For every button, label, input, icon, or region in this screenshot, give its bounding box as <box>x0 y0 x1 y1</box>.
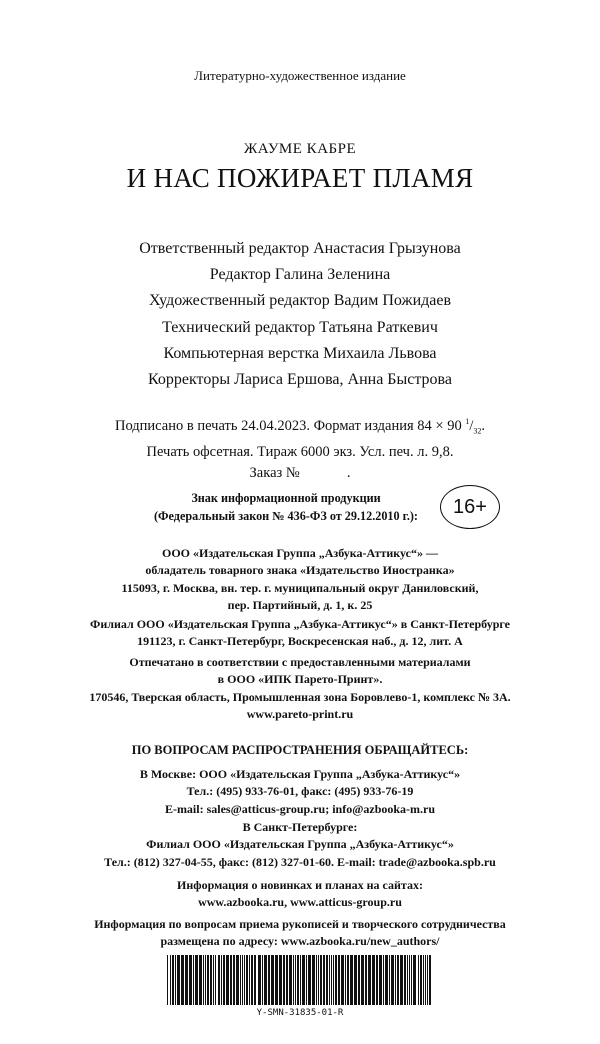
publisher-line: ООО «Издательская Группа „Азбука-Аттикус“» — <box>161 546 438 560</box>
barcode-bar <box>312 955 315 1005</box>
age-rating-badge: 16+ <box>440 485 500 529</box>
barcode-bar <box>368 955 371 1005</box>
manuscripts-line: размещена по адресу: www.azbooka.ru/new_authors/ <box>160 934 440 949</box>
credits-list <box>0 236 600 393</box>
barcode-bar <box>331 955 332 1005</box>
barcode-bar <box>195 955 198 1005</box>
credit-line: Ответственный редактор Анастасия Грызунова <box>139 240 461 257</box>
barcode-bar <box>258 955 261 1005</box>
barcode-bar <box>411 955 412 1005</box>
barcode-bar <box>286 955 288 1005</box>
barcode-bar <box>236 955 239 1005</box>
barcode-bar <box>289 955 292 1005</box>
barcode-graphic <box>165 955 435 1005</box>
barcode-bar <box>170 955 171 1005</box>
publisher-line: обладатель товарного знака «Издательство Иностранка» <box>145 563 455 578</box>
distribution-heading: ПО ВОПРОСАМ РАСПРОСТРАНЕНИЯ ОБРАЩАЙТЕСЬ: <box>131 743 469 757</box>
branch-block <box>0 616 600 651</box>
printer-line: 170546, Тверская область, Промышленная зона Боровлево-1, комплекс № 3А. <box>89 689 511 704</box>
barcode-bar <box>300 955 301 1005</box>
printer-line: www.pareto-print.ru <box>246 706 354 721</box>
barcode-bar <box>279 955 282 1005</box>
barcode-text: Y-SMN-31835-01-R <box>256 1008 344 1018</box>
barcode-bar <box>262 955 263 1005</box>
barcode-bar <box>347 955 349 1005</box>
barcode-bar <box>361 955 364 1005</box>
barcode-bar <box>293 955 294 1005</box>
barcode-bar <box>233 955 235 1005</box>
sites-block <box>0 877 600 912</box>
author-name: ЖАУМЕ КАБРЕ <box>243 141 357 157</box>
barcode-bar <box>400 955 403 1005</box>
barcode-bar <box>306 955 307 1005</box>
barcode-bar <box>379 955 382 1005</box>
barcode-bar <box>283 955 285 1005</box>
barcode-bar <box>242 955 243 1005</box>
barcode-bar <box>268 955 270 1005</box>
barcode-bar <box>429 955 431 1005</box>
barcode-bar <box>308 955 311 1005</box>
barcode-bar <box>254 955 256 1005</box>
barcode-bar <box>230 955 232 1005</box>
barcode-bar <box>213 955 214 1005</box>
spb-line: Тел.: (812) 327-04-55, факс: (812) 327-01-60. E-mail: trade@azbooka.spb.ru <box>104 854 496 869</box>
barcode-bar <box>404 955 406 1005</box>
spb-line: В Санкт-Петербурге: <box>242 820 358 834</box>
barcode-bar <box>177 955 180 1005</box>
barcode-bar <box>226 955 229 1005</box>
barcode-bar <box>318 955 319 1005</box>
barcode-bar <box>365 955 367 1005</box>
barcode-bar <box>329 955 330 1005</box>
barcode-bar <box>302 955 305 1005</box>
barcode-bar <box>397 955 399 1005</box>
moscow-line: E-mail: sales@atticus-group.ru; info@azbooka-m.ru <box>164 801 436 816</box>
print-info-line: Подписано в печать 24.04.2023. Формат издания 84 × 90 $^1/_{32}$. <box>114 417 485 436</box>
barcode-bar <box>372 955 375 1005</box>
barcode <box>165 955 435 1005</box>
barcode-bar <box>413 955 416 1005</box>
publisher-block <box>0 545 600 614</box>
barcode-bar <box>383 955 384 1005</box>
barcode-bar <box>223 955 225 1005</box>
barcode-bar <box>218 955 220 1005</box>
barcode-bar <box>338 955 340 1005</box>
barcode-bar <box>240 955 241 1005</box>
printer-line: Отпечатано в соответствии с предоставленными материалами <box>129 655 471 669</box>
barcode-bar <box>354 955 357 1005</box>
credit-line: Компьютерная верстка Михаила Львова <box>163 344 437 362</box>
barcode-bar <box>249 955 250 1005</box>
print-info <box>0 411 600 484</box>
info-sign-line: Знак информационной продукции <box>191 491 381 505</box>
format-suffix: . <box>481 417 485 434</box>
barcode-bar <box>207 955 209 1005</box>
barcode-bar <box>326 955 328 1005</box>
barcode-bar <box>395 955 396 1005</box>
credit-line: Корректоры Лариса Ершова, Анна Быстрова <box>148 371 452 389</box>
barcode-bar <box>181 955 184 1005</box>
barcode-bar <box>427 955 428 1005</box>
printer-block <box>0 654 600 723</box>
genre-label: Литературно-художественное издание <box>194 68 406 83</box>
format-denominator: 32 <box>473 426 482 436</box>
moscow-line: Тел.: (495) 933-76-01, факс: (495) 933-76-19 <box>186 784 414 799</box>
sites-line: www.azbooka.ru, www.atticus-group.ru <box>198 895 402 910</box>
barcode-bar <box>316 955 317 1005</box>
barcode-bar <box>335 955 337 1005</box>
info-sign-block <box>136 489 436 525</box>
barcode-bar <box>271 955 274 1005</box>
format-text: Подписано в печать 24.04.2023. Формат издания 84 × 90 <box>114 417 466 434</box>
barcode-bar <box>221 955 222 1005</box>
barcode-bar <box>264 955 267 1005</box>
barcode-bar <box>295 955 296 1005</box>
credit-line: Технический редактор Татьяна Раткевич <box>162 318 438 336</box>
barcode-bar <box>333 955 334 1005</box>
manuscripts-line: Информация по вопросам приема рукописей и творческого сотрудничества <box>94 917 506 931</box>
sites-line: Информация о новинках и планах на сайтах: <box>177 878 423 892</box>
barcode-bar <box>391 955 394 1005</box>
info-sign-law: (Федеральный закон № 436-ФЗ от 29.12.2010 г.): <box>154 509 418 523</box>
format-numerator: 1 <box>465 417 470 426</box>
book-title: И НАС ПОЖИРАЕТ ПЛАМЯ <box>126 163 474 193</box>
barcode-bar <box>409 955 410 1005</box>
barcode-bar <box>320 955 322 1005</box>
credit-line: Редактор Галина Зеленина <box>209 266 391 284</box>
barcode-bar <box>418 955 419 1005</box>
barcode-bar <box>407 955 408 1005</box>
barcode-bar <box>345 955 346 1005</box>
barcode-bar <box>210 955 212 1005</box>
printer-line: в ООО «ИПК Парето-Принт». <box>217 672 383 687</box>
moscow-contacts <box>0 766 600 818</box>
barcode-bar <box>246 955 248 1005</box>
barcode-bar <box>358 955 360 1005</box>
publisher-line: пер. Партийный, д. 1, к. 25 <box>227 597 373 612</box>
branch-line: Филиал ООО «Издательская Группа „Азбука-Аттикус“» в Санкт-Петербурге <box>90 617 510 631</box>
barcode-bar <box>376 955 378 1005</box>
barcode-bar <box>167 955 168 1005</box>
credit-line: Художественный редактор Вадим Пожидаев <box>148 292 452 310</box>
branch-line: 191123, г. Санкт-Петербург, Воскресенская наб., д. 12, лит. А <box>137 634 463 649</box>
barcode-bar <box>350 955 353 1005</box>
publisher-line: 115093, г. Москва, вн. тер. г. муниципальный округ Даниловский, <box>121 580 479 595</box>
barcode-bar <box>199 955 202 1005</box>
barcode-bar <box>389 955 390 1005</box>
barcode-bar <box>172 955 174 1005</box>
barcode-bar <box>420 955 422 1005</box>
barcode-bar <box>323 955 325 1005</box>
barcode-bar <box>251 955 253 1005</box>
spb-line: Филиал ООО «Издательская Группа „Азбука-Аттикус“» <box>146 837 454 852</box>
barcode-bar <box>215 955 216 1005</box>
order-line: Заказ № . <box>249 464 351 481</box>
barcode-bar <box>189 955 192 1005</box>
barcode-bar <box>341 955 344 1005</box>
barcode-bar <box>423 955 424 1005</box>
barcode-bar <box>385 955 388 1005</box>
barcode-bar <box>175 955 176 1005</box>
barcode-bar <box>203 955 204 1005</box>
barcode-bar <box>297 955 299 1005</box>
manuscripts-block <box>0 916 600 951</box>
print-info-line: Печать офсетная. Тираж 6000 экз. Усл. печ. л. 9,8. <box>146 443 454 460</box>
spb-contacts <box>0 819 600 871</box>
barcode-bar <box>425 955 426 1005</box>
moscow-line: В Москве: ООО «Издательская Группа „Азбука-Аттикус“» <box>139 767 461 781</box>
barcode-bar <box>193 955 194 1005</box>
barcode-bar <box>205 955 206 1005</box>
barcode-bar <box>244 955 245 1005</box>
barcode-bar <box>185 955 188 1005</box>
barcode-bar <box>275 955 278 1005</box>
